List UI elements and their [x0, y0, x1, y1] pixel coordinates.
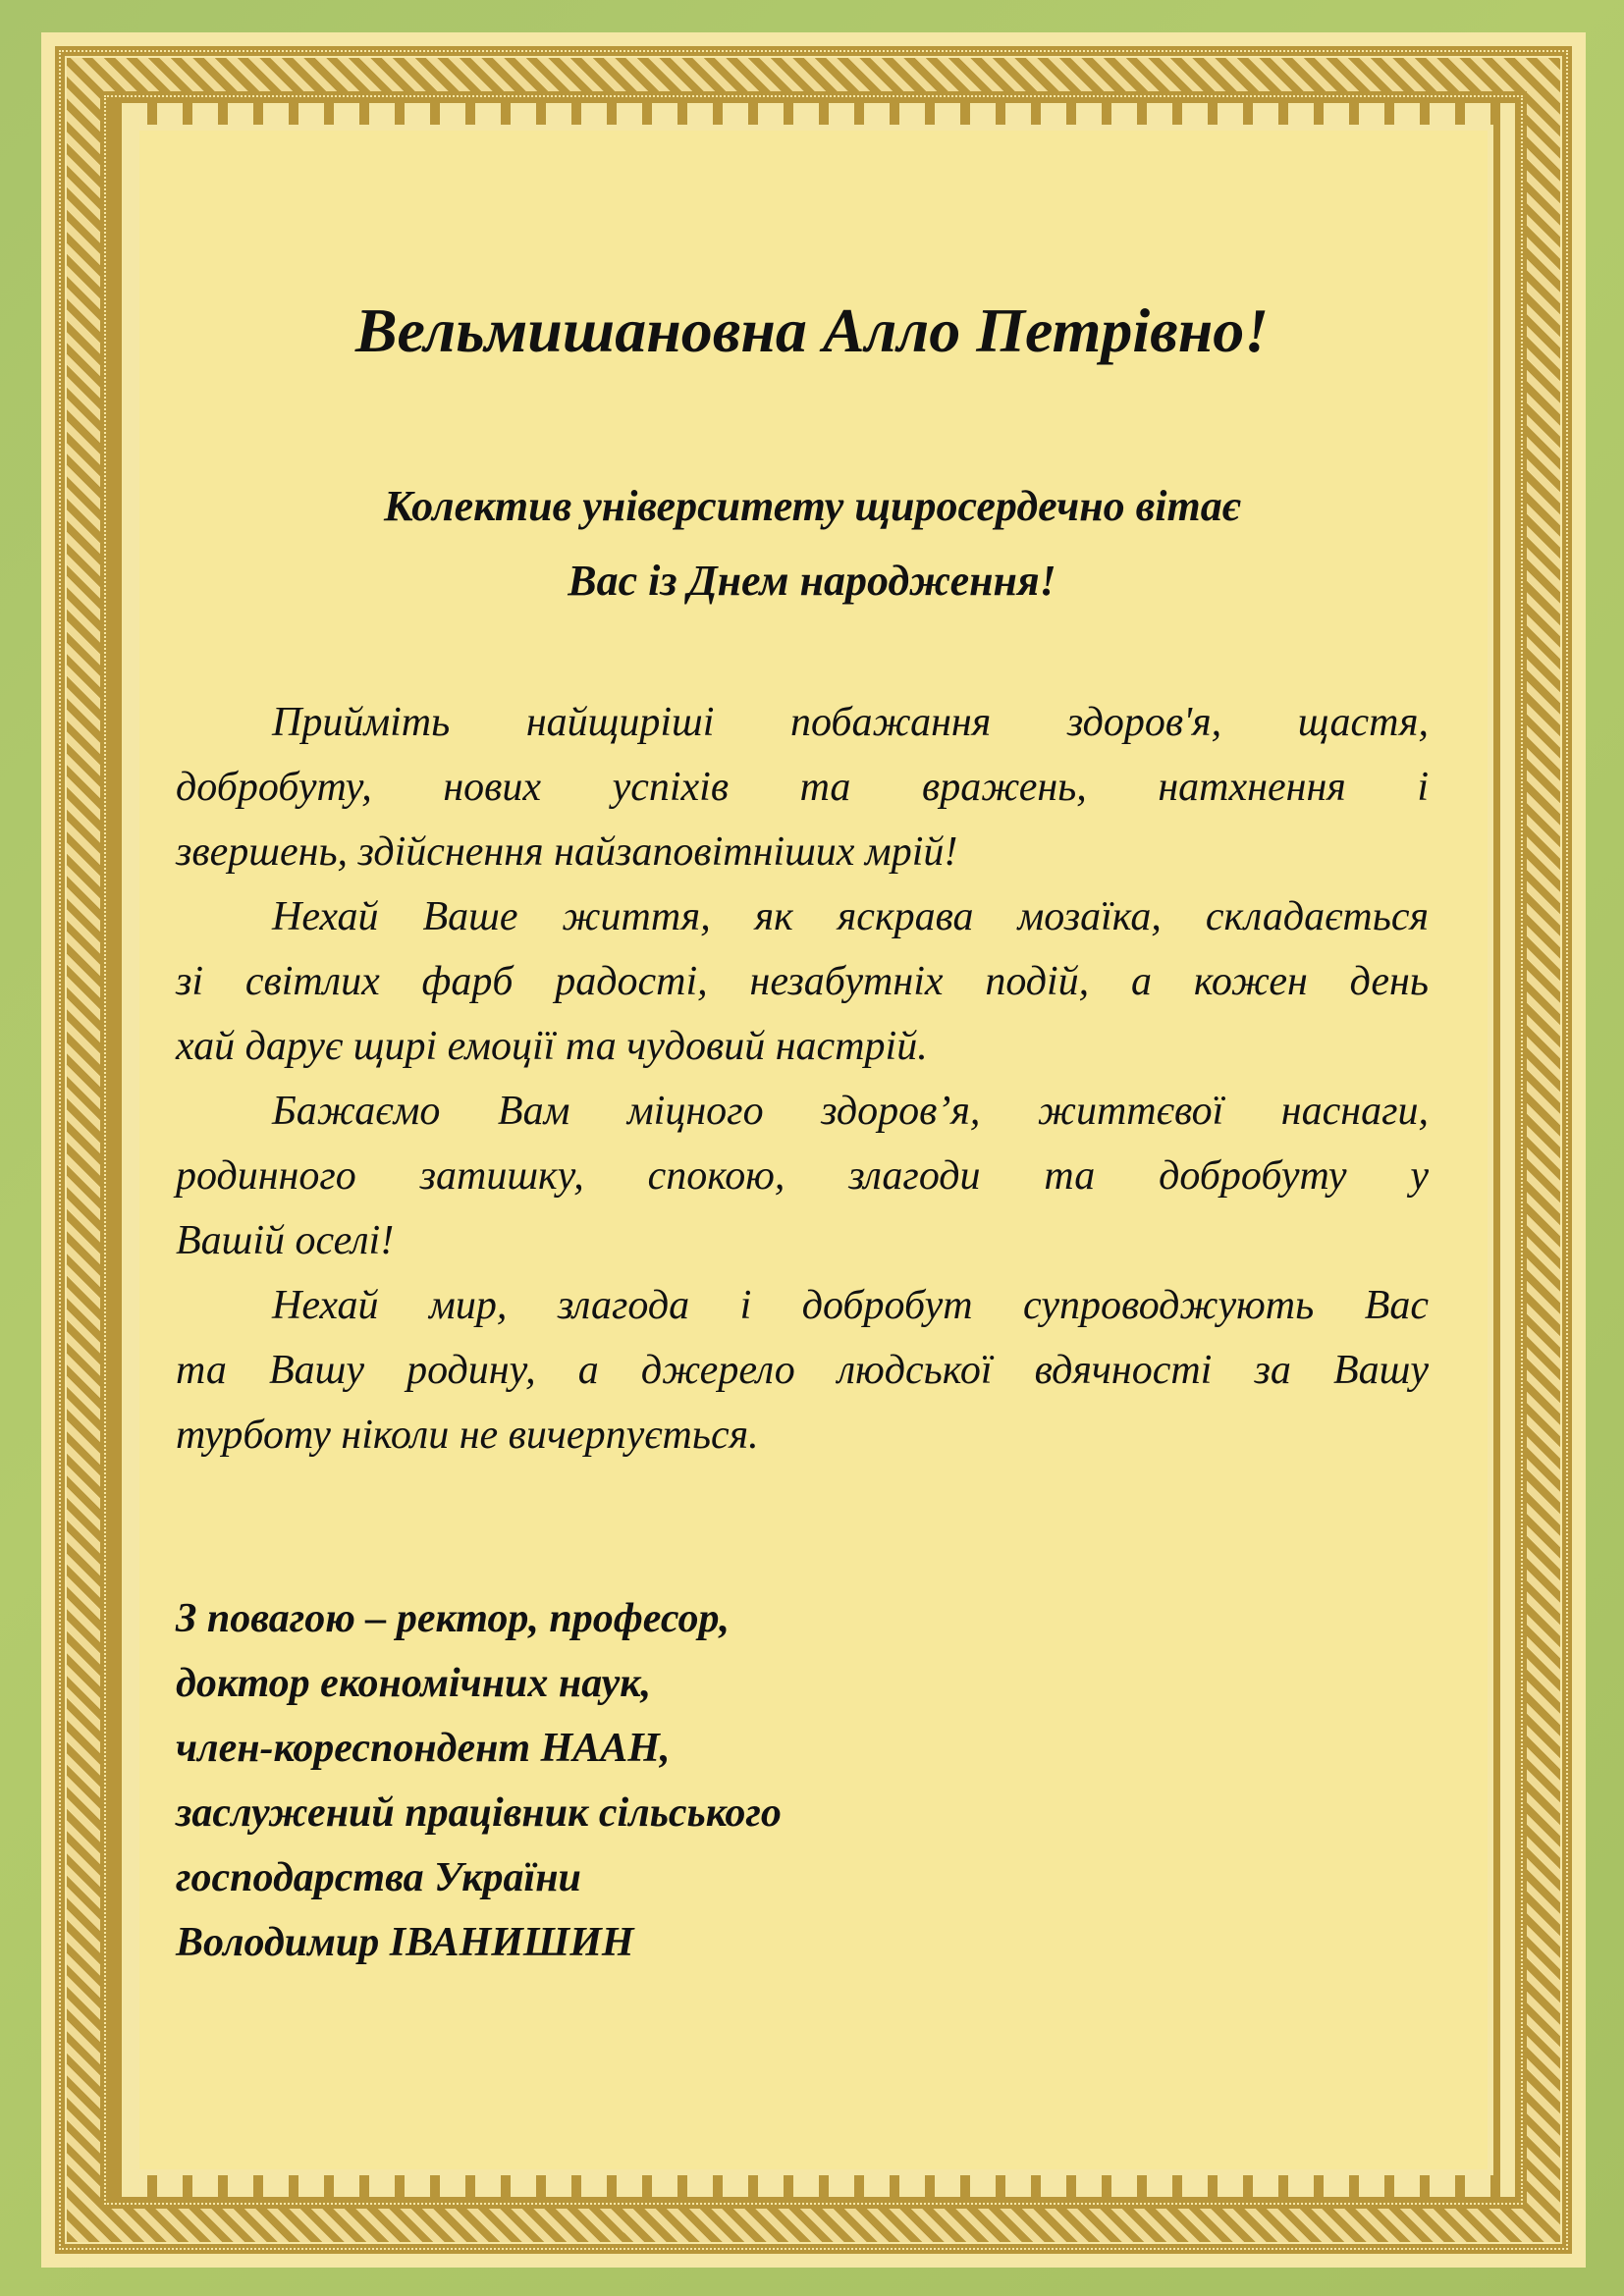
signature-line: заслужений працівник сільського — [176, 1790, 782, 1836]
greeting-line-2: Вас із Днем народження! — [568, 557, 1056, 605]
body-line: та Вашу родину, а джерело людської вдячності за Вашу — [176, 1348, 1429, 1393]
body-line: хай дарує щирі емоції та чудовий настрій. — [176, 1024, 928, 1069]
signature-block — [176, 1586, 782, 1975]
signature-name: Володимир ІВАНИШИН — [176, 1920, 634, 1965]
signature-line: доктор економічних наук, — [176, 1661, 652, 1706]
body-line: Нехай Ваше життя, як яскрава мозаїка, складається — [272, 894, 1429, 939]
body-line: зі світлих фарб радості, незабутніх подій, а кожен день — [176, 959, 1429, 1004]
signature-line: член-кореспондент НААН, — [176, 1726, 671, 1771]
body-line: добробуту, нових успіхів та вражень, натхнення і — [176, 765, 1429, 810]
body-line: Вашій оселі! — [176, 1218, 395, 1263]
greeting-line-1: Колектив університету щиросердечно вітає — [383, 482, 1241, 530]
body-line: Бажаємо Вам міцного здоров’я, життєвої наснаги, — [272, 1089, 1429, 1134]
letter-body — [176, 690, 1429, 1468]
body-line: звершень, здійснення найзаповітніших мрій! — [176, 829, 958, 875]
body-line: родинного затишку, спокою, злагоди та добробуту у — [176, 1153, 1429, 1199]
letter-title: Вельмишановна Алло Петрівно! — [354, 295, 1270, 365]
body-line: турботу ніколи не вичерпується. — [176, 1413, 759, 1458]
signature-line: господарства України — [176, 1855, 581, 1900]
body-line: Прийміть найщиріші побажання здоров'я, щастя, — [272, 700, 1429, 745]
body-line: Нехай мир, злагода і добробут супроводжують Вас — [272, 1283, 1429, 1328]
signature-line: З повагою – ректор, професор, — [176, 1596, 730, 1641]
